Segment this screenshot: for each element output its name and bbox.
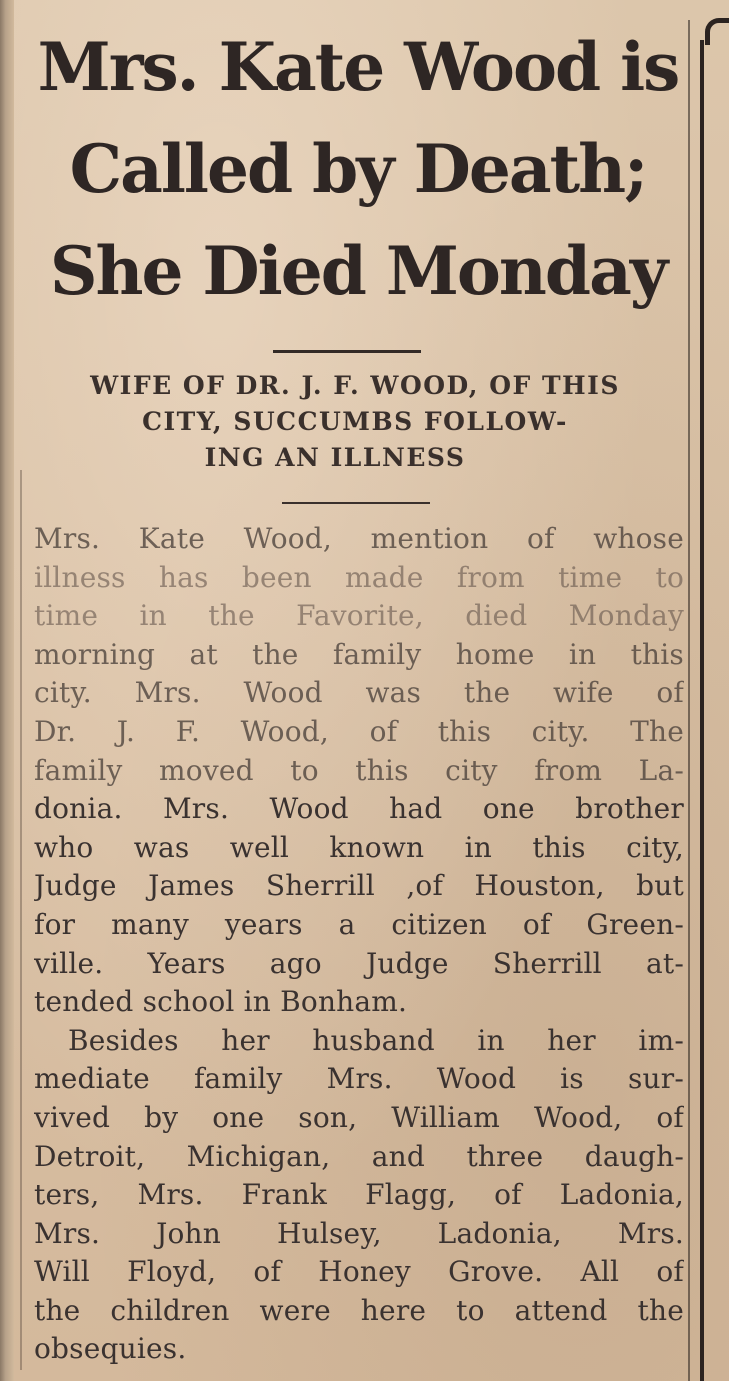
subheadline (30, 368, 680, 476)
body-line: morning at the family home in this (34, 637, 684, 671)
body-line: Judge James Sherrill ,of Houston, but (34, 869, 684, 903)
column-right-thin-rule (688, 20, 690, 1381)
body-line: vived by one son, William Wood, of (34, 1100, 684, 1134)
headline-line-1: Mrs. Kate Wood is (37, 28, 679, 106)
body-line: illness has been made from time to (34, 560, 684, 594)
subheadline-divider (282, 502, 430, 504)
clipping-left-edge (0, 0, 14, 1381)
subheadline-line-3: ING AN ILLNESS (204, 443, 466, 472)
body-line: time in the Favorite, died Monday (34, 599, 684, 633)
column-right-rule (700, 40, 704, 1381)
body-line: Dr. J. F. Wood, of this city. The (34, 714, 684, 748)
headline-divider (273, 350, 421, 353)
article-body (34, 520, 684, 1369)
body-line: Mrs. John Hulsey, Ladonia, Mrs. (34, 1216, 684, 1250)
body-line: ville. Years ago Judge Sherrill at- (34, 946, 684, 980)
body-line: Detroit, Michigan, and three daugh- (34, 1139, 684, 1173)
body-line: donia. Mrs. Wood had one brother (34, 792, 684, 826)
headline-line-3: She Died Monday (49, 232, 667, 310)
body-line: city. Mrs. Wood was the wife of (34, 676, 684, 710)
column-left-rule (20, 470, 22, 1370)
body-line: family moved to this city from La- (34, 753, 684, 787)
body-line: mediate family Mrs. Wood is sur- (34, 1062, 684, 1096)
body-line: the children were here to attend the (34, 1293, 684, 1327)
body-line: ters, Mrs. Frank Flagg, of Ladonia, (34, 1178, 684, 1212)
body-line: obsequies. (34, 1332, 187, 1366)
headline-line-2: Called by Death; (69, 130, 647, 208)
subheadline-line-1: WIFE OF DR. J. F. WOOD, OF THIS (90, 371, 620, 400)
subheadline-line-2: CITY, SUCCUMBS FOLLOW- (142, 407, 568, 436)
body-line: for many years a citizen of Green- (34, 907, 684, 941)
body-line: Mrs. Kate Wood, mention of whose (34, 522, 684, 555)
headline (28, 16, 688, 322)
adjacent-column-letter-fragment (705, 18, 729, 45)
body-line: tended school in Bonham. (34, 985, 408, 1019)
body-line: Will Floyd, of Honey Grove. All of (34, 1255, 684, 1289)
body-line: Besides her husband in her im- (68, 1023, 684, 1057)
body-line: who was well known in this city, (34, 830, 684, 864)
